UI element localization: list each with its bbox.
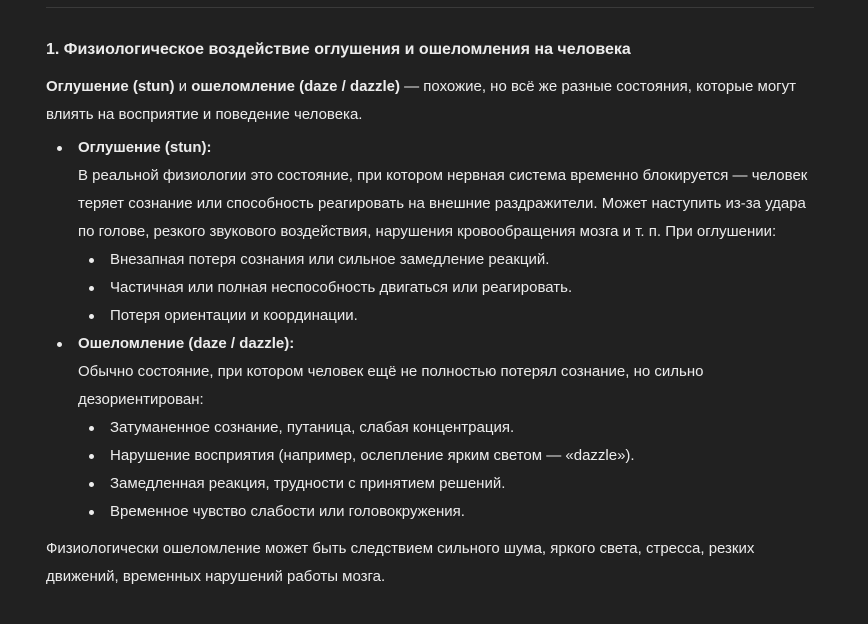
bullet-icon (57, 342, 62, 347)
intro-conjunction: и (174, 78, 192, 95)
list-item-description: Обычно состояние, при котором человек ещё не полностью потерял сознание, но сильно дезориентирован: (78, 363, 704, 408)
list-item-title: Ошеломление (daze / dazzle): (78, 335, 295, 352)
conclusion-paragraph: Физиологически ошеломление может быть следствием сильного шума, яркого света, стресса, резких движений, временных нарушений работы мозга. (46, 540, 755, 585)
sub-list-item-text: Внезапная потеря сознания или сильное замедление реакций. (110, 251, 550, 268)
bullet-icon (89, 286, 94, 291)
bullet-icon (89, 426, 94, 431)
sub-list-item-text: Потеря ориентации и координации. (110, 307, 358, 324)
sub-list (78, 246, 816, 330)
sub-list-item (78, 414, 816, 442)
sub-list-item (78, 442, 816, 470)
sub-list-item-text: Временное чувство слабости или головокружения. (110, 503, 465, 520)
sub-list (78, 414, 816, 526)
sub-list-item-text: Затуманенное сознание, путаница, слабая концентрация. (110, 419, 515, 436)
intro-term-daze: ошеломление (daze / dazzle) (191, 78, 400, 95)
section-divider (46, 7, 814, 8)
main-list (46, 134, 816, 526)
sub-list-item (78, 246, 816, 274)
intro-rest: — похожие, но всё же разные состояния, которые могут влиять на восприятие и поведение человека. (46, 78, 797, 123)
sub-list-item-text: Частичная или полная неспособность двигаться или реагировать. (110, 279, 573, 296)
intro-paragraph (46, 73, 816, 129)
bullet-icon (89, 482, 94, 487)
bullet-icon (89, 510, 94, 515)
sub-list-item (78, 470, 816, 498)
sub-list-item (78, 302, 816, 330)
list-item-stun (46, 134, 816, 330)
message-content (46, 36, 816, 591)
section-heading: 1. Физиологическое воздействие оглушения и ошеломления на человека (46, 41, 631, 58)
bullet-icon (57, 146, 62, 151)
list-item-daze (46, 330, 816, 526)
list-item-description: В реальной физиологии это состояние, при котором нервная система временно блокируется — человек теряет сознание или способность реагировать на внешние раздражители. Может наступить из-за удара по голове, резкого звукового воздействия, нарушения кровообращения мозга и т. п. При оглушении: (78, 167, 808, 240)
sub-list-item-text: Нарушение восприятия (например, ослепление ярким светом — «dazzle»). (110, 447, 635, 464)
sub-list-item (78, 274, 816, 302)
sub-list-item-text: Замедленная реакция, трудности с принятием решений. (110, 475, 506, 492)
sub-list-item (78, 498, 816, 526)
bullet-icon (89, 258, 94, 263)
bullet-icon (89, 314, 94, 319)
intro-term-stun: Оглушение (stun) (46, 78, 175, 95)
bullet-icon (89, 454, 94, 459)
list-item-title: Оглушение (stun): (78, 139, 212, 156)
